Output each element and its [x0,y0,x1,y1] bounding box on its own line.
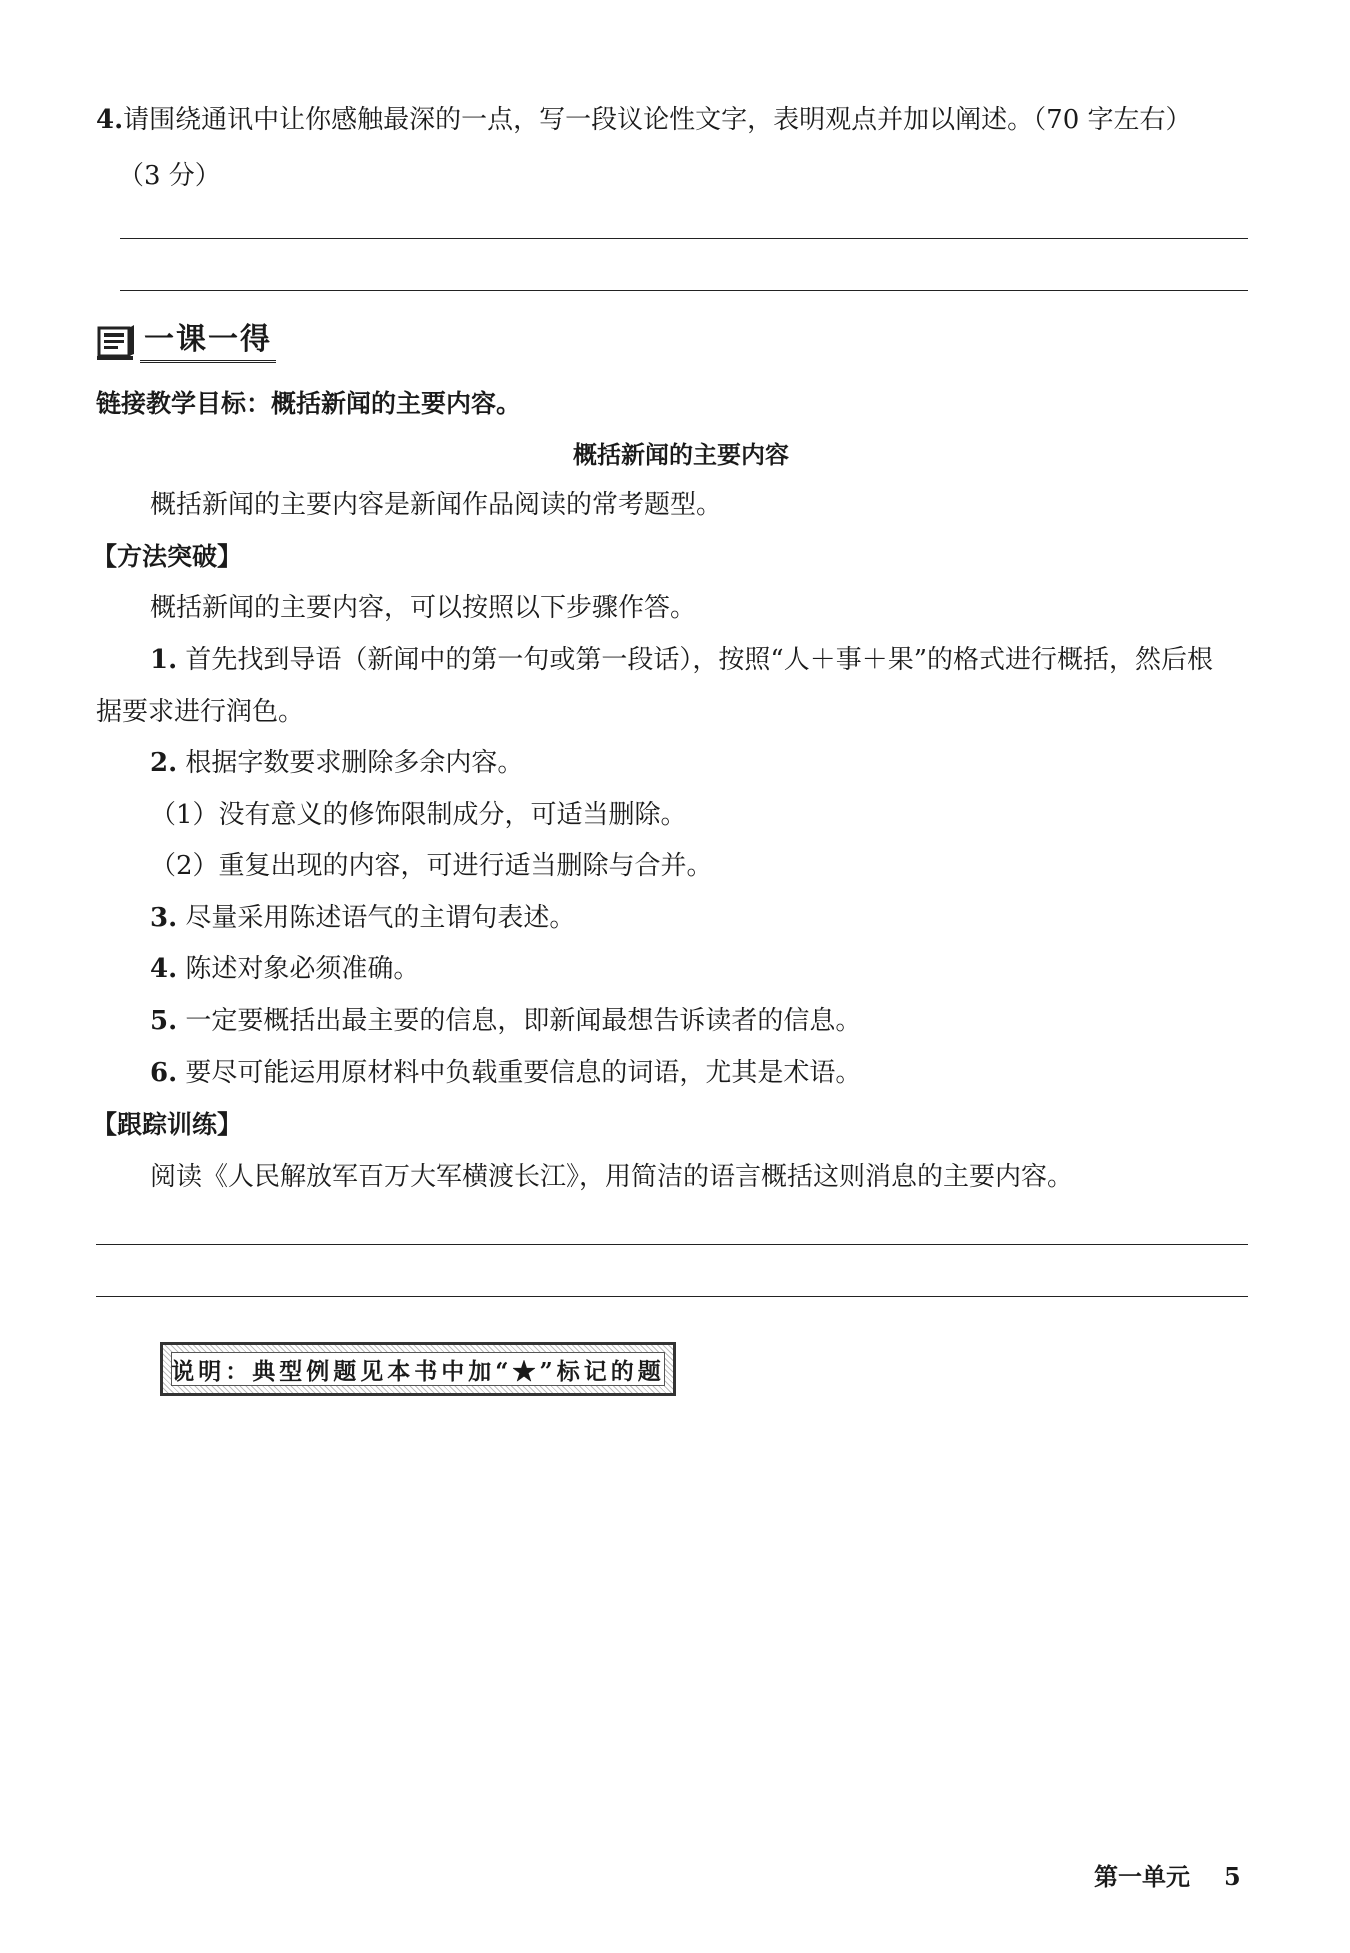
answer-line-2[interactable] [120,290,1248,291]
step-number: 2. [150,748,178,778]
step-number: 1. [150,645,178,675]
step-text: 首先找到导语（新闻中的第一句或第一段话），按照“人＋事＋果”的格式进行概括，然后根 [185,645,1214,675]
method-heading: 【方法突破】 [92,542,243,571]
section-title: 一课一得 [140,322,276,363]
practice-text: 阅读《人民解放军百万大军横渡长江》，用简洁的语言概括这则消息的主要内容。 [150,1162,1074,1192]
step-text: 尽量采用陈述语气的主谓句表述。 [185,903,576,933]
step-5 [150,1001,861,1041]
step-number: 3. [150,903,178,933]
section-intro: 概括新闻的主要内容是新闻作品阅读的常考题型。 [150,490,723,520]
section-header [96,322,276,363]
answer-line-1[interactable] [120,238,1248,239]
practice-answer-line-2[interactable] [96,1296,1248,1297]
step-3 [150,898,575,938]
notebook-icon [96,324,136,362]
question-text: 请围绕通讯中让你感触最深的一点，写一段议论性文字，表明观点并加以阐述。（70 字左右） [123,105,1192,135]
step-6 [150,1053,861,1093]
step-number: 5. [150,1006,178,1036]
step-2 [150,743,523,783]
link-goal: 链接教学目标：概括新闻的主要内容。 [96,389,522,418]
method-intro: 概括新闻的主要内容，可以按照以下步骤作答。 [150,593,697,623]
step-number: 4. [150,954,178,984]
practice-heading: 【跟踪训练】 [92,1110,243,1139]
page-number: 5 [1224,1862,1241,1891]
question-score: （3 分） [118,161,221,191]
sub-step-1: （1）没有意义的修饰限制成分，可适当删除。 [150,800,687,830]
step-text: 要尽可能运用原材料中负载重要信息的词语，尤其是术语。 [185,1058,862,1088]
step-1-cont: 据要求进行润色。 [96,697,305,727]
practice-answer-line-1[interactable] [96,1244,1248,1245]
note-box [160,1342,676,1396]
step-text: 陈述对象必须准确。 [185,954,420,984]
sub-step-2: （2）重复出现的内容，可进行适当删除与合并。 [150,851,713,881]
step-4 [150,949,419,989]
center-title: 概括新闻的主要内容 [573,441,789,469]
question-4-line [96,100,1192,140]
step-number: 6. [150,1058,178,1088]
footer-unit: 第一单元 [1094,1863,1190,1891]
step-1 [150,640,1213,680]
step-text: 一定要概括出最主要的信息，即新闻最想告诉读者的信息。 [185,1006,862,1036]
note-text: 说明：典型例题见本书中加“★”标记的题 [171,1352,665,1386]
step-text: 根据字数要求删除多余内容。 [185,748,524,778]
question-number: 4. [96,105,124,135]
